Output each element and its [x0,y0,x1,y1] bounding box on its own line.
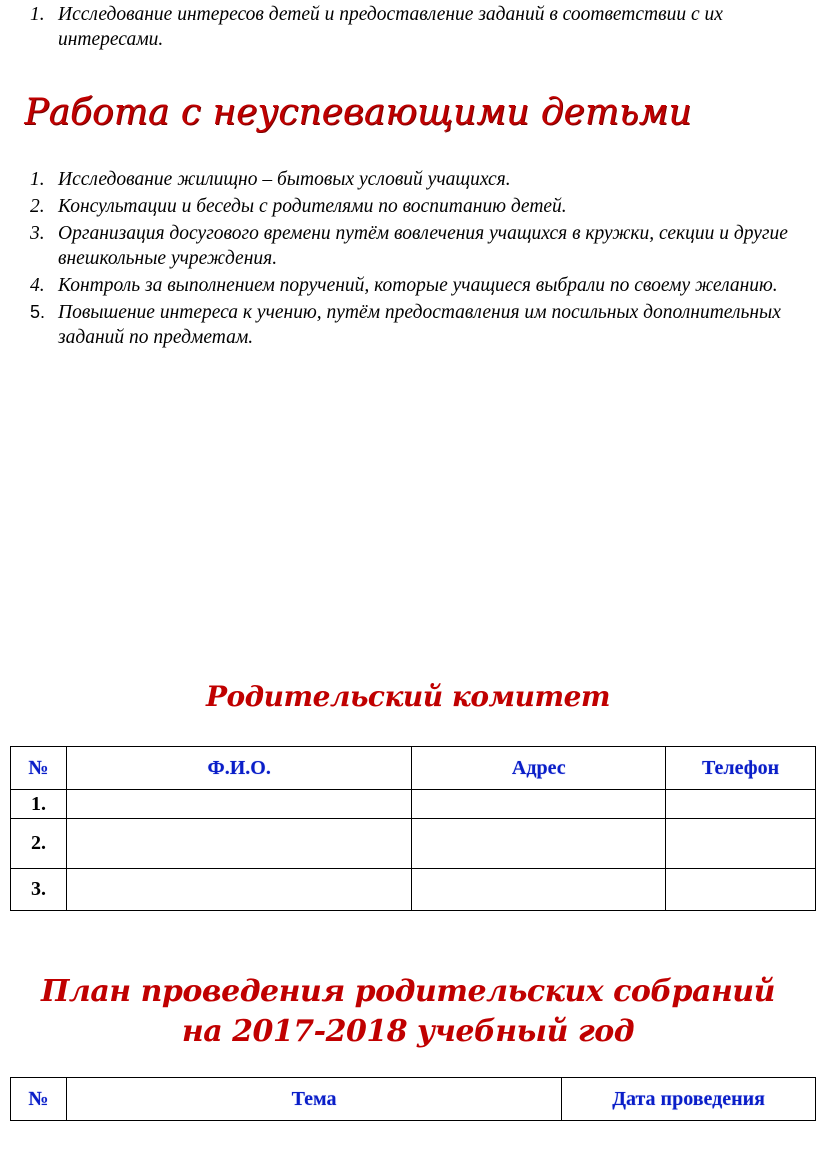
cell-address [412,790,666,819]
committee-heading: Родительский комитет [205,680,611,713]
interests-list [0,2,800,54]
meetings-plan-title-line2: на 2017-2018 учебный год [181,1014,635,1049]
list-item-number: 3. [30,223,45,244]
list-item [0,273,790,298]
column-header-number: № [11,1078,67,1121]
list-item-number: 4. [30,275,45,296]
list-item-text: Повышение интереса к учению, путём предоставления им посильных дополнительных заданий по предметам. [58,302,781,348]
cell-address [412,819,666,869]
list-item-text: Организация досугового времени путём вовлечения учащихся в кружки, секции и другие внешкольные учреждения. [58,223,788,269]
cell-phone [666,790,816,819]
table-row [11,869,816,911]
list-item [0,2,800,52]
table-row [11,790,816,819]
list-item-text: Исследование жилищно – бытовых условий учащихся. [58,169,511,190]
meetings-plan-heading [0,972,816,1052]
list-item-number: 1. [30,4,45,25]
meetings-plan-table [10,1077,816,1121]
column-header-address: Адрес [412,747,666,790]
row-number: 1. [11,790,67,819]
table-header-row [11,747,816,790]
row-number: 2. [11,819,67,869]
column-header-fio: Ф.И.О. [66,747,412,790]
cell-address [412,869,666,911]
cell-fio [66,869,412,911]
cell-phone [666,819,816,869]
column-header-phone: Телефон [666,747,816,790]
list-item [0,194,790,219]
underachieving-heading: Работа с неуспевающими детьми [24,92,692,133]
cell-fio [66,819,412,869]
list-item-text: Контроль за выполнением поручений, которые учащиеся выбрали по своему желанию. [58,275,778,296]
column-header-number: № [11,747,67,790]
table-header-row [11,1078,816,1121]
list-item-text: Консультации и беседы с родителями по воспитанию детей. [58,196,567,217]
meetings-plan-title-line1: План проведения родительских собраний [41,974,775,1009]
cell-phone [666,869,816,911]
list-item-text: Исследование интересов детей и предоставление заданий в соответствии с их интересами. [58,4,723,50]
table-row [11,819,816,869]
committee-table [10,746,816,911]
list-item [0,300,790,350]
list-item [0,221,790,271]
list-item-number: 1. [30,169,45,190]
column-header-date: Дата проведения [562,1078,816,1121]
list-item-number: 5. [30,302,46,322]
row-number: 3. [11,869,67,911]
list-item [0,167,790,192]
column-header-topic: Тема [66,1078,561,1121]
list-item-number: 2. [30,196,45,217]
underachieving-list [0,167,790,352]
cell-fio [66,790,412,819]
